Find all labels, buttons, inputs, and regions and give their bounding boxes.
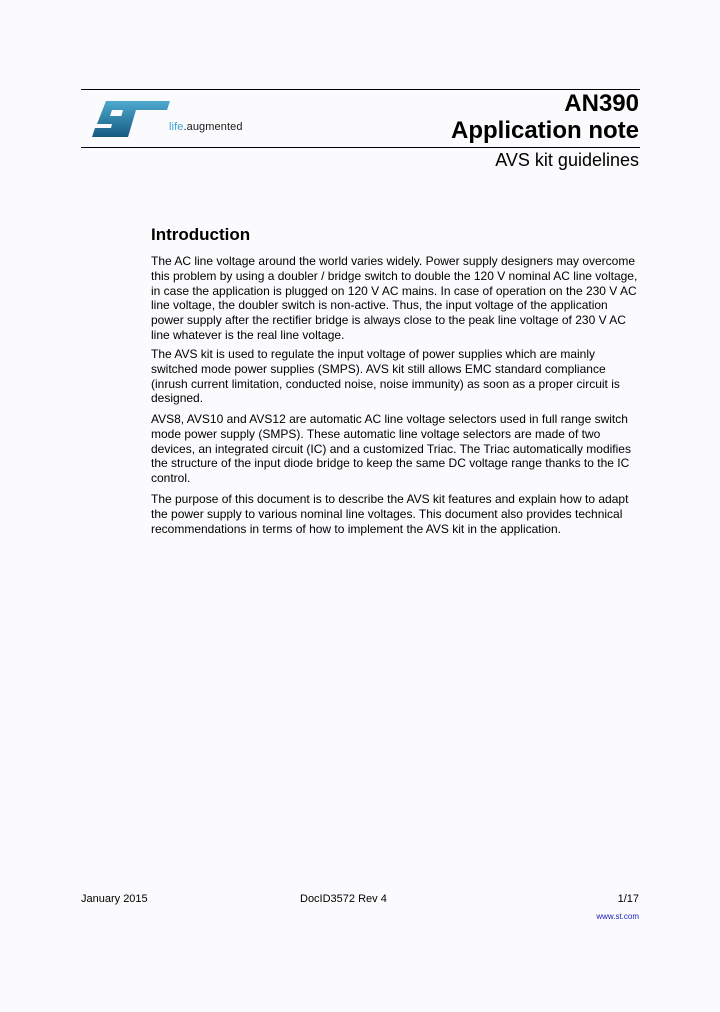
paragraph-4: The purpose of this document is to describe the AVS kit features and explain how to adapt the power supply to various nominal line voltages. This document also provides technical recommendations in terms of how to implement the AVS kit in the application. [151, 492, 629, 536]
st-logo-icon [92, 97, 172, 143]
header-top-rule [81, 89, 640, 90]
document-number: AN390 [564, 90, 639, 117]
logo-tagline: life.augmented [169, 121, 243, 133]
paragraph-2: The AVS kit is used to regulate the input voltage of power supplies which are mainly switched mode power supplies (SMPS). AVS kit still allows EMC standard compliance (inrush current limitation, conducted noise, noise immunity) as soon as a proper circuit is designed. [151, 347, 620, 406]
header-middle-rule [81, 147, 640, 148]
document-subtitle: AVS kit guidelines [495, 150, 639, 170]
paragraph-1: The AC line voltage around the world varies widely. Power supply designers may overcome this problem by using a doubler / bridge switch to double the 120 V nominal AC line voltage, in case the application is plugged on 120 V AC mains. In case of operation on the 230 V AC line voltage, the doubler switch is non-active. Thus, the input voltage of the application power supply after the rectifier bridge is always close to the peak line voltage of 230 V AC line whatever is the real line voltage. [151, 254, 638, 342]
footer-date: January 2015 [81, 893, 148, 905]
footer-doc-id: DocID3572 Rev 4 [300, 893, 387, 905]
document-type: Application note [451, 117, 639, 144]
footer-url-link[interactable]: www.st.com [596, 912, 639, 921]
paragraph-3: AVS8, AVS10 and AVS12 are automatic AC line voltage selectors used in full range switch mode power supply (SMPS). These automatic line voltage selectors are made of two devices, an integrated circuit (IC) and a customized Triac. The Triac automatically modifies the structure of the input diode bridge to keep the same DC voltage range thanks to the IC control. [151, 412, 631, 486]
section-title: Introduction [151, 225, 251, 244]
footer-page-number: 1/17 [617, 893, 639, 905]
